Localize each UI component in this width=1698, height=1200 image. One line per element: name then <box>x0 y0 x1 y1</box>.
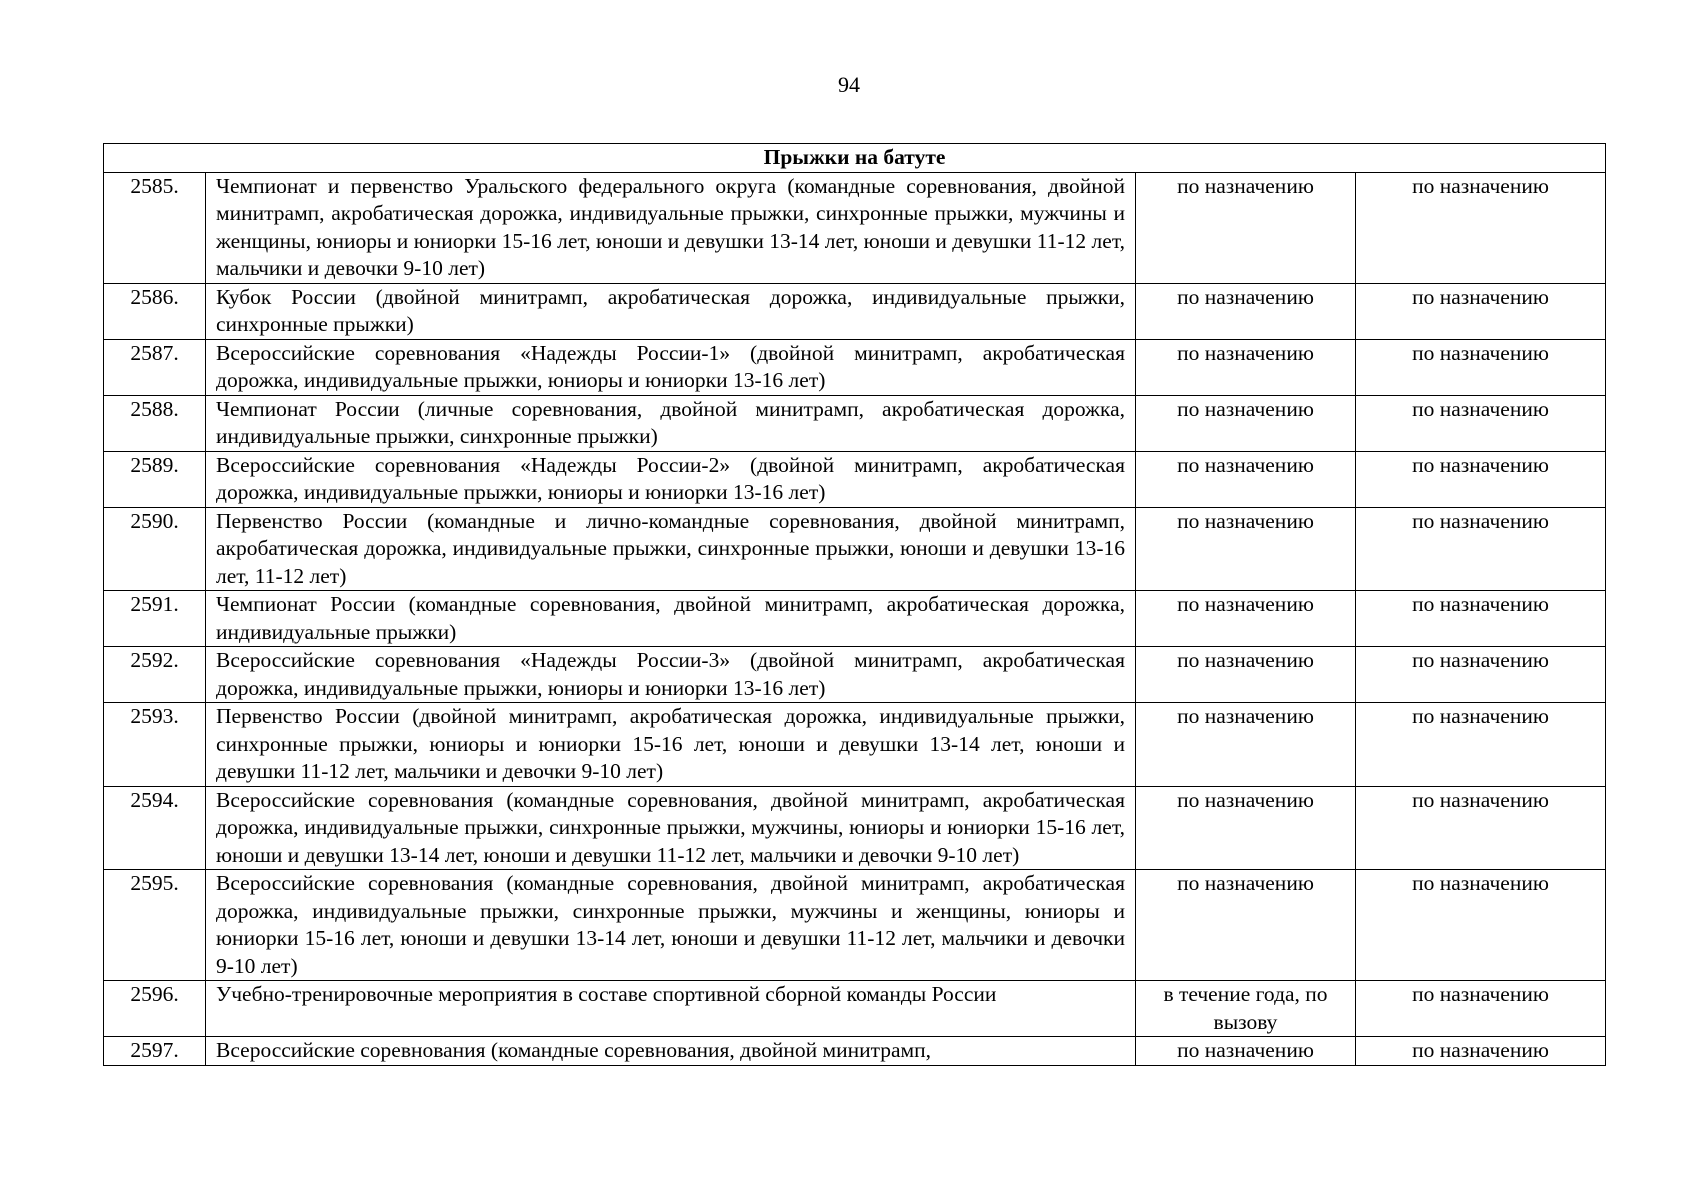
table-row <box>104 283 1606 339</box>
event-description: Всероссийские соревнования (командные соревнования, двойной минитрамп, акробатическая дорожка, индивидуальные прыжки, синхронные прыжки, мужчины и женщины, юниоры и юниорки 15-16 лет, юноши и девушки 13-14 лет, юноши и девушки 11-12 лет, мальчики и девочки 9-10 лет) <box>206 870 1136 981</box>
event-location: по назначению <box>1356 703 1606 787</box>
event-description: Чемпионат и первенство Уральского федерального округа (командные соревнования, двойной минитрамп, акробатическая дорожка, индивидуальные прыжки, синхронные прыжки, мужчины и женщины, юниоры и юниорки 15-16 лет, юноши и девушки 13-14 лет, юноши и девушки 11-12 лет, мальчики и девочки 9-10 лет) <box>206 172 1136 283</box>
event-dates: по назначению <box>1136 451 1356 507</box>
event-description: Первенство России (командные и лично-командные соревнования, двойной минитрамп, акробатическая дорожка, индивидуальные прыжки, синхронные прыжки, юноши и девушки 13-16 лет, 11-12 лет) <box>206 507 1136 591</box>
row-number: 2593. <box>104 703 206 787</box>
event-dates: по назначению <box>1136 395 1356 451</box>
table-row <box>104 451 1606 507</box>
event-location: по назначению <box>1356 451 1606 507</box>
events-table <box>103 143 1606 1066</box>
event-dates: по назначению <box>1136 703 1356 787</box>
event-dates: по назначению <box>1136 786 1356 870</box>
event-location: по назначению <box>1356 870 1606 981</box>
event-location: по назначению <box>1356 1037 1606 1066</box>
event-dates: по назначению <box>1136 870 1356 981</box>
event-dates: по назначению <box>1136 591 1356 647</box>
event-location: по назначению <box>1356 981 1606 1037</box>
row-number: 2586. <box>104 283 206 339</box>
row-number: 2592. <box>104 647 206 703</box>
event-description: Первенство России (двойной минитрамп, акробатическая дорожка, индивидуальные прыжки, синхронные прыжки, юниоры и юниорки 15-16 лет, юноши и девушки 13-14 лет, юноши и девушки 11-12 лет, мальчики и девочки 9-10 лет) <box>206 703 1136 787</box>
event-description: Всероссийские соревнования «Надежды России-2» (двойной минитрамп, акробатическая дорожка, индивидуальные прыжки, юниоры и юниорки 13-16 лет) <box>206 451 1136 507</box>
event-description: Всероссийские соревнования «Надежды России-3» (двойной минитрамп, акробатическая дорожка, индивидуальные прыжки, юниоры и юниорки 13-16 лет) <box>206 647 1136 703</box>
table-row <box>104 647 1606 703</box>
event-location: по назначению <box>1356 283 1606 339</box>
table-row <box>104 703 1606 787</box>
table-row <box>104 395 1606 451</box>
table-row <box>104 981 1606 1037</box>
event-dates: в течение года, по вызову <box>1136 981 1356 1037</box>
row-number: 2590. <box>104 507 206 591</box>
table-row <box>104 507 1606 591</box>
event-location: по назначению <box>1356 591 1606 647</box>
event-description: Чемпионат России (командные соревнования, двойной минитрамп, акробатическая дорожка, индивидуальные прыжки) <box>206 591 1136 647</box>
event-dates: по назначению <box>1136 507 1356 591</box>
table-row <box>104 339 1606 395</box>
event-location: по назначению <box>1356 395 1606 451</box>
event-location: по назначению <box>1356 786 1606 870</box>
row-number: 2585. <box>104 172 206 283</box>
event-dates: по назначению <box>1136 283 1356 339</box>
row-number: 2597. <box>104 1037 206 1066</box>
row-number: 2595. <box>104 870 206 981</box>
section-title: Прыжки на батуте <box>104 144 1606 173</box>
row-number: 2587. <box>104 339 206 395</box>
event-location: по назначению <box>1356 172 1606 283</box>
event-description: Всероссийские соревнования (командные соревнования, двойной минитрамп, акробатическая дорожка, индивидуальные прыжки, синхронные прыжки, мужчины, юниоры и юниорки 15-16 лет, юноши и девушки 13-14 лет, юноши и девушки 11-12 лет, мальчики и девочки 9-10 лет) <box>206 786 1136 870</box>
event-description: Всероссийские соревнования «Надежды России-1» (двойной минитрамп, акробатическая дорожка, индивидуальные прыжки, юниоры и юниорки 13-16 лет) <box>206 339 1136 395</box>
event-location: по назначению <box>1356 647 1606 703</box>
page-number: 94 <box>838 72 860 97</box>
section-header-row <box>104 144 1606 173</box>
table-row <box>104 1037 1606 1066</box>
event-location: по назначению <box>1356 339 1606 395</box>
row-number: 2591. <box>104 591 206 647</box>
row-number: 2588. <box>104 395 206 451</box>
event-dates: по назначению <box>1136 172 1356 283</box>
table-row <box>104 172 1606 283</box>
event-dates: по назначению <box>1136 1037 1356 1066</box>
row-number: 2596. <box>104 981 206 1037</box>
row-number: 2589. <box>104 451 206 507</box>
event-description: Чемпионат России (личные соревнования, двойной минитрамп, акробатическая дорожка, индивидуальные прыжки, синхронные прыжки) <box>206 395 1136 451</box>
table-row <box>104 786 1606 870</box>
table-row <box>104 591 1606 647</box>
event-location: по назначению <box>1356 507 1606 591</box>
event-dates: по назначению <box>1136 647 1356 703</box>
event-dates: по назначению <box>1136 339 1356 395</box>
table-row <box>104 870 1606 981</box>
row-number: 2594. <box>104 786 206 870</box>
event-description: Всероссийские соревнования (командные соревнования, двойной минитрамп, <box>206 1037 1136 1066</box>
event-description: Учебно-тренировочные мероприятия в составе спортивной сборной команды России <box>206 981 1136 1037</box>
event-description: Кубок России (двойной минитрамп, акробатическая дорожка, индивидуальные прыжки, синхронные прыжки) <box>206 283 1136 339</box>
